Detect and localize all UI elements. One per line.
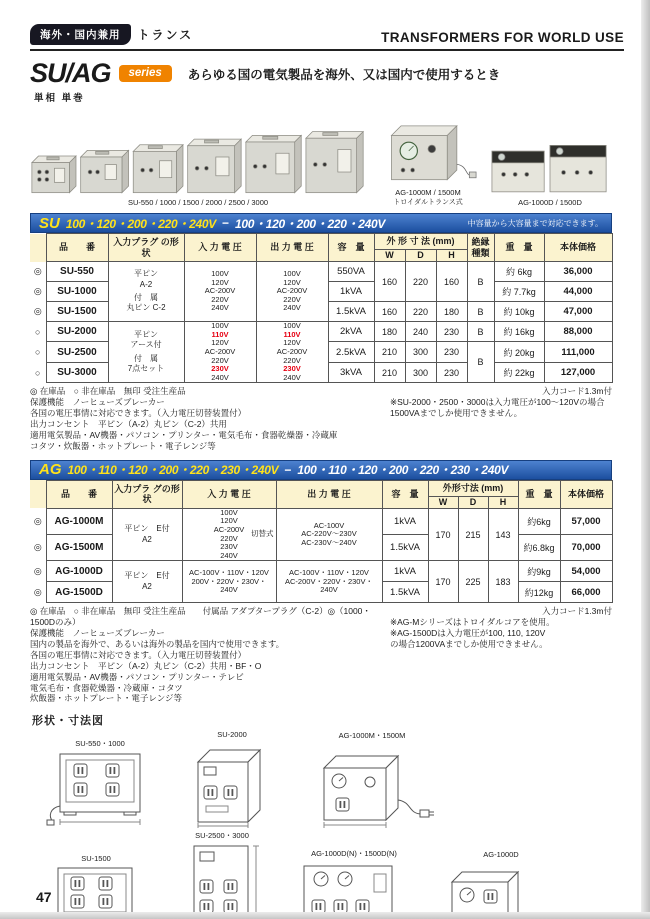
col-header-price: 本体価格 [544, 234, 612, 262]
col-header-h: H [488, 496, 518, 508]
ag-series-label: AG [39, 461, 62, 479]
agm-photo-subcaption: トロイダルトランス式 [393, 199, 463, 206]
ag-title-output-voltages: 100・110・120・200・220・230・240V [297, 463, 509, 478]
diagram-label: AG-1000D(N)・1500D(N) [311, 849, 397, 859]
voltage-line: 240V [283, 303, 301, 313]
capacity-cell: 1kVA [328, 282, 374, 302]
plug-shape-cell [108, 322, 184, 383]
height-cell: 143 [488, 508, 518, 561]
plug-line: 付 属 [134, 293, 158, 302]
su-spec-table [30, 233, 613, 383]
su-title-output-voltages: 100・120・200・220・240V [234, 216, 386, 231]
model-cell: AG-1500M [46, 535, 112, 561]
width-cell: 170 [428, 508, 458, 561]
col-header-d: D [458, 496, 488, 508]
voltage-line: 100V [211, 321, 229, 330]
voltage-line: AC-220V〜230V [301, 529, 357, 539]
plug-line: A-2 [139, 279, 153, 289]
ag-spec-table [30, 480, 613, 604]
note-line: 適用電気製品・AV機器・パソコン・プリンター・電気毛布・食器乾燥器・冷蔵庫 [30, 429, 338, 440]
switch-type-note: 切替式 [251, 529, 274, 539]
su-photo-caption: SU-550 / 1000 / 1500 / 2000 / 2500 / 3000 [127, 198, 269, 207]
output-voltage-cell [256, 322, 328, 383]
capacity-cell: 1.5kVA [382, 582, 428, 603]
col-header-price: 本体価格 [560, 480, 612, 508]
capacity-cell: 1kVA [382, 561, 428, 582]
voltage-line: 120V [220, 516, 238, 526]
plug-line: 付 属 [134, 353, 158, 363]
plug-shape-cell [108, 262, 184, 322]
su-product-photo [30, 117, 366, 197]
weight-cell: 約12kg [518, 582, 560, 603]
col-header-w: W [428, 496, 458, 508]
model-cell: AG-1000D [46, 561, 112, 582]
agm-photo-caption: AG-1000M / 1500M [395, 188, 461, 197]
weight-cell: 約 16kg [494, 322, 544, 342]
stock-mark: ○ [30, 363, 46, 383]
note-line: 国内の製品を海外で、あるいは海外の製品を国内で使用できます。 [30, 639, 285, 649]
diagram-label: SU-550・1000 [75, 739, 125, 749]
stock-mark: ◎ [30, 302, 46, 322]
category-badge: 海外・国内兼用 [30, 24, 131, 45]
price-cell: 66,000 [560, 582, 612, 603]
note-line: ※AG-1500Dは入力電圧が100, 110, 120V [390, 628, 546, 639]
model-cell: SU-3000 [46, 363, 108, 383]
agd-photo-caption: AG-1000D / 1500D [518, 198, 582, 207]
plug-shape-cell [112, 561, 182, 603]
dimension-drawing [178, 842, 266, 919]
series-name: SU/AG [30, 58, 111, 88]
photo-group-agd [490, 117, 610, 207]
plug-line: 平ピン E付 [124, 524, 170, 534]
col-header-output: 出 力 電 圧 [276, 480, 382, 508]
note-line: 保護機能 ノーヒューズブレーカー [30, 397, 165, 408]
weight-cell: 約6.8kg [518, 535, 560, 561]
model-cell: AG-1500D [46, 582, 112, 603]
col-header-weight: 重 量 [494, 234, 544, 262]
price-cell: 47,000 [544, 302, 612, 322]
stock-mark: ◎ [30, 508, 46, 534]
model-cell: AG-1000M [46, 508, 112, 534]
width-cell: 170 [428, 561, 458, 603]
voltage-line: AC-200V [204, 346, 236, 356]
agd-product-photo [490, 117, 610, 197]
voltage-line: 220V [220, 533, 238, 543]
voltage-line: AC-100V [313, 520, 345, 530]
depth-cell: 240 [405, 322, 436, 342]
price-cell: 36,000 [544, 262, 612, 282]
note-line: 各国の電圧事情に対応できます。（入力電圧切替装置付） [30, 408, 247, 419]
col-header-dims: 外 形 寸 法 (mm) [374, 234, 467, 250]
weight-cell: 約 10kg [494, 302, 544, 322]
diagram-ag-1000dn-1500dn [296, 848, 412, 919]
page-header [30, 24, 624, 51]
voltage-line: 240V [283, 372, 301, 382]
plug-line: 平ピン [134, 329, 158, 339]
diagram-label: SU-2500・3000 [195, 831, 249, 841]
note-line: ◎ 在庫品 ○ 非在庫品 無印 受注生産品 付属品 アダプタープラグ（C-2）◎（1000・1500Dのみ） [30, 606, 371, 628]
series-phase: 単相 単巻 [34, 93, 85, 104]
voltage-line: AC-200V [276, 346, 308, 356]
model-cell: SU-1000 [46, 282, 108, 302]
capacity-cell: 3kVA [328, 363, 374, 383]
model-cell: SU-550 [46, 262, 108, 282]
col-header-plug: 入力プラグ の形状 [108, 234, 184, 262]
note-line: の場合1200VAまでしか使用できません。 [390, 639, 548, 649]
capacity-cell: 2kVA [328, 322, 374, 342]
scan-edge-right [641, 0, 650, 919]
note-line: ◎ 在庫品 ○ 非在庫品 無印 受注生産品 [30, 386, 186, 397]
insulation-cell: B [467, 262, 494, 302]
width-cell: 180 [374, 322, 405, 342]
ag-title-input-voltages: 100・110・120・200・220・230・240V [67, 463, 279, 478]
height-cell: 180 [436, 302, 467, 322]
width-cell: 160 [374, 302, 405, 322]
voltage-line: 100V [283, 268, 301, 278]
output-voltage-cell [276, 508, 382, 561]
voltage-line: AC-200V [276, 286, 308, 296]
insulation-cell: B [467, 322, 494, 342]
diagram-label: AG-1000D [483, 850, 519, 860]
plug-line: A2 [142, 581, 152, 591]
diagram-su-1500 [44, 854, 148, 919]
stock-mark: ◎ [30, 262, 46, 282]
output-voltage-cell [276, 561, 382, 603]
diagram-ag-1000m-1500m [308, 730, 436, 828]
plug-line: 平ピン E付 [124, 571, 170, 581]
price-cell: 54,000 [560, 561, 612, 582]
col-header-model: 品 番 [46, 234, 108, 262]
height-cell: 230 [436, 342, 467, 363]
insulation-cell: B [467, 302, 494, 322]
voltage-line: AC-230V〜240V [301, 537, 357, 547]
note-line: 出力コンセント 平ピン（A-2）丸ピン（C-2）共用・BF・O [30, 660, 262, 671]
col-header-output: 出 力 電 圧 [256, 234, 328, 262]
category-label: トランス [137, 28, 194, 42]
col-header-input: 入 力 電 圧 [182, 480, 276, 508]
plug-line: 7点セット [127, 364, 165, 374]
note-line: 各国の電圧事情に対応できます。（入力電圧切替装置付） [30, 649, 247, 660]
stock-mark: ○ [30, 342, 46, 363]
col-header-d: D [405, 250, 436, 262]
voltage-line: 240V [220, 550, 238, 560]
series-heading [30, 58, 624, 89]
depth-cell: 300 [405, 342, 436, 363]
ag-notes [30, 606, 612, 704]
voltage-line: 200V・220V・230V・240V [191, 576, 267, 595]
width-cell: 160 [374, 262, 405, 302]
note-line: ※SU-2000・2500・3000は入力電圧が100〜120Vの場合 [390, 397, 605, 408]
voltage-line: AC-100V・110V・120V [289, 567, 369, 577]
stock-mark: ◎ [30, 561, 46, 582]
diagram-su-2000 [186, 730, 278, 828]
mark-column-header [30, 480, 46, 508]
title-dash: − [284, 462, 292, 477]
diagram-ag-1000d [442, 850, 560, 919]
stock-mark: ◎ [30, 582, 46, 603]
model-cell: SU-1500 [46, 302, 108, 322]
note-line: ※AG-Mシリーズはトロイダルコアを使用。 [390, 617, 555, 628]
note-line: 電気毛布・食器乾燥器・冷蔵庫・コタツ [30, 682, 183, 693]
diagram-label: SU-2000 [217, 730, 247, 740]
note-line: 入力コード1.3m付 [542, 386, 612, 397]
voltage-line: AC-200V・220V・230V・240V [285, 576, 373, 595]
dimension-drawing [308, 742, 436, 828]
col-header-capacity: 容 量 [328, 234, 374, 262]
capacity-cell: 1.5kVA [382, 535, 428, 561]
voltage-line: 100V [283, 321, 301, 330]
col-header-capacity: 容 量 [382, 480, 428, 508]
voltage-line: AC-100V・110V・120V [189, 567, 269, 577]
price-cell: 88,000 [544, 322, 612, 342]
su-title-input-voltages: 100・120・200・220・240V [65, 216, 216, 231]
page-number: 47 [36, 889, 52, 905]
capacity-cell: 1kVA [382, 508, 428, 534]
plug-line: A2 [142, 534, 152, 544]
price-cell: 111,000 [544, 342, 612, 363]
model-cell: SU-2000 [46, 322, 108, 342]
voltage-line: 240V [211, 303, 229, 313]
note-line: 適用電気製品・AV機器・パソコン・プリンター・テレビ [30, 671, 244, 682]
dimension-drawing [442, 860, 560, 919]
capacity-cell: 550VA [328, 262, 374, 282]
stock-mark: ○ [30, 322, 46, 342]
agm-product-photo [378, 107, 478, 187]
voltage-line: 230V [211, 364, 229, 374]
voltage-line: 120V [283, 277, 301, 287]
input-voltage-cell [182, 561, 276, 603]
height-cell: 160 [436, 262, 467, 302]
note-line: 保護機能 ノーヒューズブレーカー [30, 628, 165, 639]
note-line: 炊飯器・ホットプレート・電子レンジ等 [30, 693, 182, 704]
voltage-line: 100V [211, 268, 229, 278]
plug-line: アース付 [130, 340, 162, 350]
depth-cell: 220 [405, 302, 436, 322]
diagram-row-2 [44, 830, 624, 919]
diagram-su-550-1000 [44, 738, 156, 828]
depth-cell: 220 [405, 262, 436, 302]
voltage-line: 230V [220, 542, 238, 552]
model-cell: SU-2500 [46, 342, 108, 363]
su-table-title [30, 213, 612, 233]
capacity-cell: 1.5kVA [328, 302, 374, 322]
note-line: 入力コード1.3m付 [542, 606, 612, 617]
col-header-input: 入 力 電 圧 [184, 234, 256, 262]
voltage-line: 110V [211, 329, 229, 339]
product-photos [30, 107, 624, 207]
weight-cell: 約6kg [518, 508, 560, 534]
diagram-su-2500-3000 [178, 830, 266, 919]
note-line: 出力コンセント 平ピン（A-2）丸ピン（C-2）共用 [30, 419, 227, 429]
voltage-line: AC-200V [204, 286, 236, 296]
dimension-drawing [296, 860, 412, 919]
voltage-line: 120V [211, 338, 229, 348]
col-header-model: 品 番 [46, 480, 112, 508]
col-header-w: W [374, 250, 405, 262]
diagram-row-1 [44, 730, 624, 828]
plug-line: 丸ピン C-2 [126, 303, 166, 313]
photo-group-su [30, 117, 366, 207]
note-line: 1500VAまでしか使用できません。 [390, 408, 523, 419]
stock-mark: ◎ [30, 282, 46, 302]
note-line: コタツ・炊飯器・ホットプレート・電子レンジ等 [30, 440, 216, 451]
voltage-line: 230V [283, 364, 301, 374]
voltage-line: 110V [283, 329, 301, 339]
series-tagline: あらゆる国の電気製品を海外、又は国内で使用するとき [187, 67, 501, 82]
col-header-h: H [436, 250, 467, 262]
capacity-cell: 2.5kVA [328, 342, 374, 363]
height-cell: 230 [436, 322, 467, 342]
page-title-en: TRANSFORMERS FOR WORLD USE [381, 30, 624, 45]
price-cell: 57,000 [560, 508, 612, 534]
dimension-drawing [44, 750, 156, 828]
voltage-line: 120V [211, 277, 229, 287]
scan-edge-bottom [0, 912, 650, 919]
depth-cell: 225 [458, 561, 488, 603]
depth-cell: 300 [405, 363, 436, 383]
voltage-line: 100V [220, 507, 238, 517]
height-cell: 230 [436, 363, 467, 383]
dimension-drawing [44, 864, 148, 919]
price-cell: 70,000 [560, 535, 612, 561]
voltage-line: 220V [283, 355, 301, 365]
series-badge: series [119, 65, 172, 82]
diagram-label: SU-1500 [81, 854, 111, 864]
input-voltage-cell [182, 508, 276, 561]
su-notes [30, 386, 612, 451]
diagram-label: AG-1000M・1500M [338, 731, 406, 741]
width-cell: 210 [374, 342, 405, 363]
photo-group-agm [378, 107, 478, 207]
title-dash: − [221, 216, 229, 230]
su-series-label: SU [39, 214, 60, 232]
insulation-cell: B [467, 342, 494, 383]
col-header-plug: 入力プラ グの形状 [112, 480, 182, 508]
plug-line: 平ピン [134, 269, 158, 279]
mark-column-header [30, 234, 46, 262]
col-header-insulation: 絶縁 種類 [467, 234, 494, 262]
weight-cell: 約 7.7kg [494, 282, 544, 302]
height-cell: 183 [488, 561, 518, 603]
weight-cell: 約 6kg [494, 262, 544, 282]
col-header-dims: 外形寸法 (mm) [428, 480, 518, 496]
su-title-note: 中容量から大容量まで対応できます。 [467, 218, 603, 228]
voltage-line: 240V [211, 372, 229, 382]
plug-shape-cell [112, 508, 182, 561]
price-cell: 44,000 [544, 282, 612, 302]
weight-cell: 約 20kg [494, 342, 544, 363]
output-voltage-cell [256, 262, 328, 322]
weight-cell: 約 22kg [494, 363, 544, 383]
diagrams-title: 形状・寸法図 [32, 715, 104, 728]
voltage-line: 120V [283, 338, 301, 348]
price-cell: 127,000 [544, 363, 612, 383]
width-cell: 210 [374, 363, 405, 383]
voltage-line: 220V [211, 294, 229, 304]
weight-cell: 約9kg [518, 561, 560, 582]
voltage-line: AC-200V [213, 524, 245, 534]
voltage-line: 220V [211, 355, 229, 365]
input-voltage-cell [184, 322, 256, 383]
ag-table-title [30, 460, 612, 480]
stock-mark: ◎ [30, 535, 46, 561]
col-header-weight: 重 量 [518, 480, 560, 508]
voltage-line: 220V [283, 294, 301, 304]
depth-cell: 215 [458, 508, 488, 561]
dimension-drawing [186, 740, 278, 828]
input-voltage-cell [184, 262, 256, 322]
